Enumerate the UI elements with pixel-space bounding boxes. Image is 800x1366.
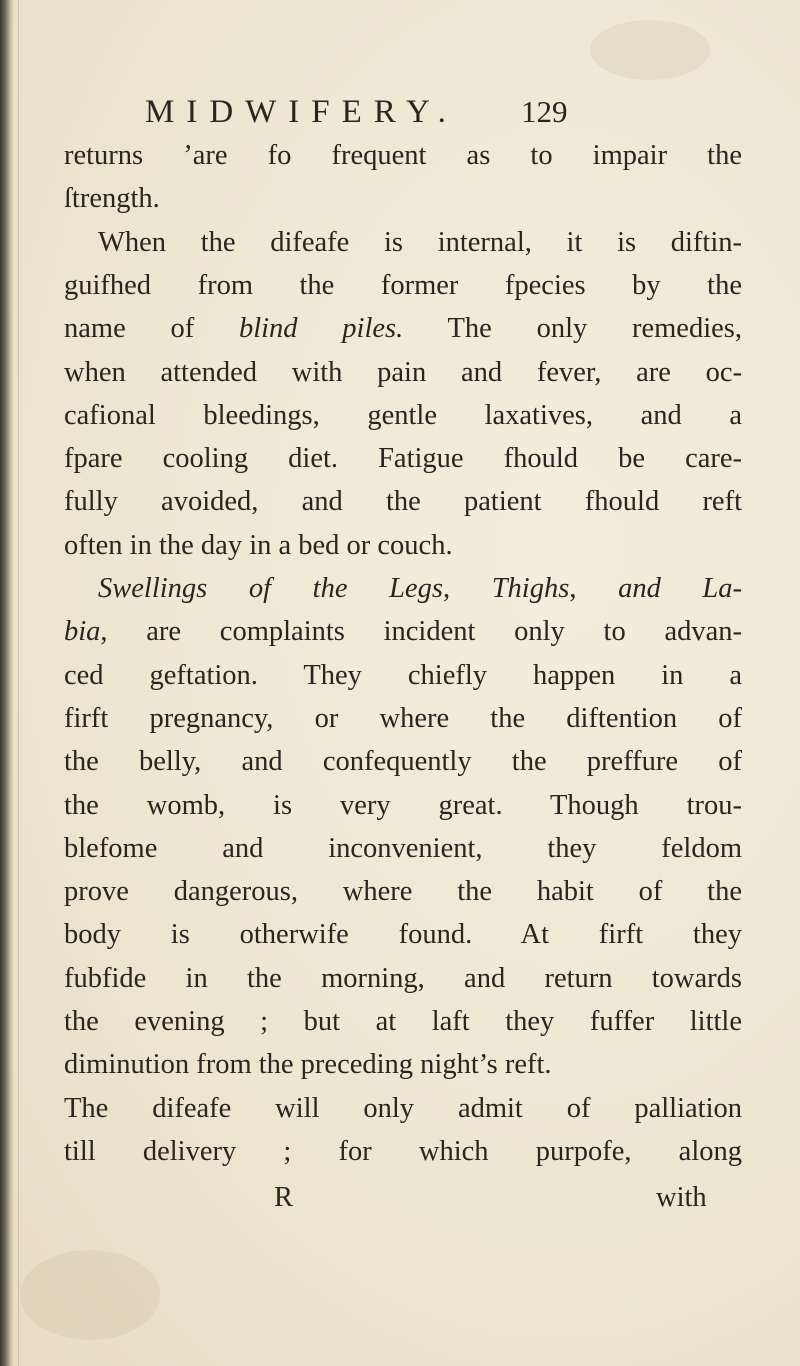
text-line (64, 1132, 742, 1172)
text-line (64, 1089, 742, 1129)
text-line (64, 915, 742, 955)
text-line (64, 439, 742, 479)
text-segment: , are complaints incident only to advan- (100, 616, 742, 648)
text-segment: name of (64, 313, 239, 345)
page-fold-line (18, 0, 19, 1366)
text-segment: blefome and inconvenient, they feldom (64, 832, 742, 864)
text-segment: diminution from the preceding night’s reft. (64, 1049, 552, 1081)
text-segment: prove dangerous, where the habit of the (64, 876, 742, 908)
text-segment: , (442, 573, 492, 604)
text-segment: returns ’are fo frequent as to impair the (64, 140, 742, 171)
text-line (64, 179, 160, 219)
text-segment: the belly, and confequently the preffure of (64, 746, 742, 778)
text-segment: body is otherwife found. At firft they (64, 919, 742, 951)
italic-text: Thighs (491, 573, 570, 604)
text-line (64, 612, 742, 652)
text-line (64, 959, 742, 999)
text-segment: firft pregnancy, or where the diftention of (64, 702, 742, 734)
text-line (64, 699, 742, 739)
text-segment: often in the day in a bed or couch. (64, 529, 453, 561)
text-segment: The difeafe will only admit of palliation (64, 1092, 742, 1124)
text-line (64, 872, 742, 912)
italic-text: blind piles. (238, 313, 404, 345)
page-binding-edge (0, 0, 14, 1366)
text-line (64, 266, 742, 306)
text-line (64, 136, 742, 176)
text-line (64, 309, 742, 349)
text-segment: fully avoided, and the patient fhould reft (64, 486, 742, 518)
running-title: MIDWIFERY. (145, 94, 458, 130)
signature-mark: R (274, 1182, 294, 1213)
text-segment: fubfide in the morning, and return towards (64, 962, 742, 994)
text-line (64, 526, 453, 566)
text-segment: till delivery ; for which purpofe, along (64, 1135, 742, 1167)
text-segment: guifhed from the former fpecies by the (64, 269, 742, 301)
text-segment: the womb, is very great. Though trou- (64, 789, 742, 821)
text-segment: fpare cooling diet. Fatigue fhould be care- (64, 443, 742, 475)
page-number: 129 (521, 94, 568, 129)
text-line (64, 656, 742, 696)
text-line (64, 786, 742, 826)
text-line (64, 1045, 552, 1085)
text-segment: cafional bleedings, gentle laxatives, and a (64, 399, 742, 431)
paper-stain (20, 1250, 160, 1340)
catchword: with (656, 1182, 707, 1213)
running-header (145, 92, 625, 132)
text-segment: when attended with pain and fever, are oc- (64, 356, 742, 388)
text-segment: the evening ; but at laft they fuffer little (64, 1006, 742, 1037)
text-segment: ced geftation. They chiefly happen in a (64, 659, 742, 691)
text-line (64, 396, 742, 436)
italic-text: bia (64, 616, 101, 648)
text-segment: , (569, 573, 619, 604)
text-segment: The only remedies, (403, 313, 742, 345)
italic-text: Swellings of the Legs (98, 573, 443, 604)
text-segment: ſtrength. (64, 183, 160, 215)
text-line (64, 353, 742, 393)
text-line (98, 569, 742, 609)
text-segment: When the difeafe is internal, it is diftin- (98, 226, 742, 258)
paper-stain (590, 20, 710, 80)
text-line (64, 1002, 742, 1042)
text-line (64, 742, 742, 782)
text-line (64, 829, 742, 869)
italic-text: and La- (618, 573, 743, 604)
text-line (64, 482, 742, 522)
text-line (98, 223, 742, 263)
